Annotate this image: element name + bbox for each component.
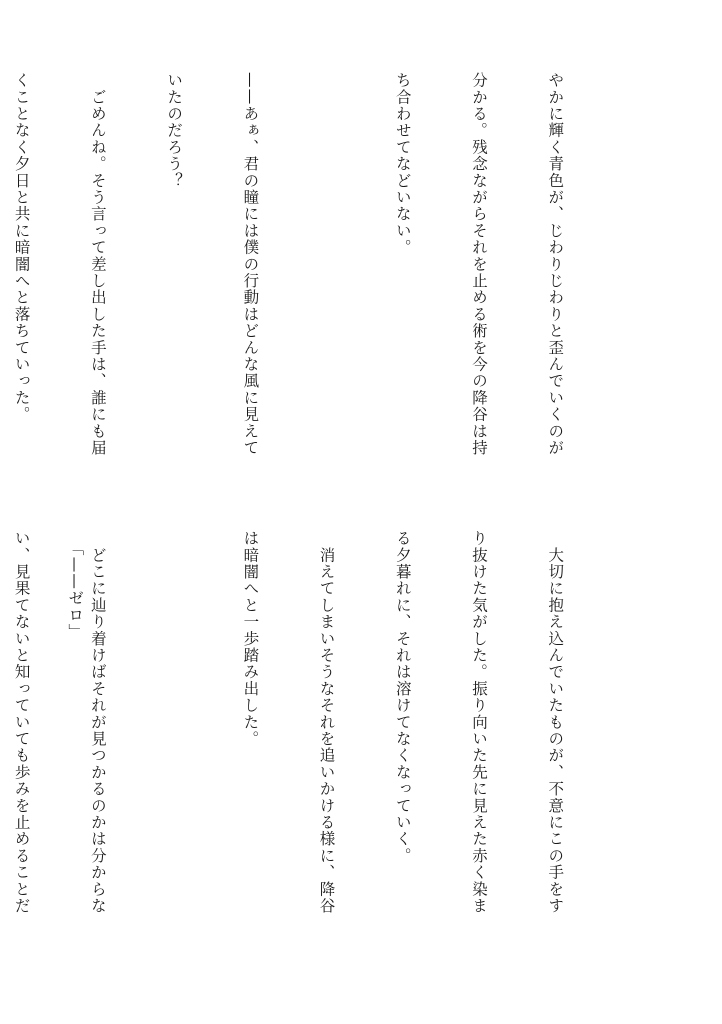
text-line: る夕暮れに、それは溶けてなくなっていく。 xyxy=(393,530,412,864)
closing-line-block xyxy=(36,540,138,640)
text-line: ——あぁ、君の瞳には僕の行動はどんな風に見えて xyxy=(241,72,260,457)
text-line: 消えてしまいそうなそれを追いかける様に、降谷 xyxy=(317,530,336,915)
text-line: いたのだろう？ xyxy=(165,72,184,189)
closing-line: 「——ゼロ」 xyxy=(66,540,85,641)
text-line: くことなく夕日と共に暗闇へと落ちていった。 xyxy=(12,72,31,423)
text-line: り抜けた気がした。振り向いた先に見えた赤く染ま xyxy=(469,530,488,915)
top-text-block xyxy=(0,72,618,502)
text-line: ごめんね。そう言って差し出した手は、誰にも届 xyxy=(88,72,107,457)
text-line: 分かる。残念ながらそれを止める術を今の降谷は持 xyxy=(469,72,488,457)
text-line: い、見果てないと知っていても歩みを止めることだ xyxy=(12,530,31,915)
text-line: どこに辿り着けばそれが見つかるのかは分からな xyxy=(88,530,107,915)
text-line: は暗闇へと一歩踏み出した。 xyxy=(241,530,260,748)
text-line: やかに輝く青色が、じわりじわりと歪んでいくのが xyxy=(546,72,565,457)
text-line: ち合わせてなどいない。 xyxy=(393,72,412,256)
blank-line xyxy=(313,72,338,502)
text-line: 大切に抱え込んでいたものが、不意にこの手をす xyxy=(546,530,565,915)
blank-line xyxy=(161,530,186,960)
